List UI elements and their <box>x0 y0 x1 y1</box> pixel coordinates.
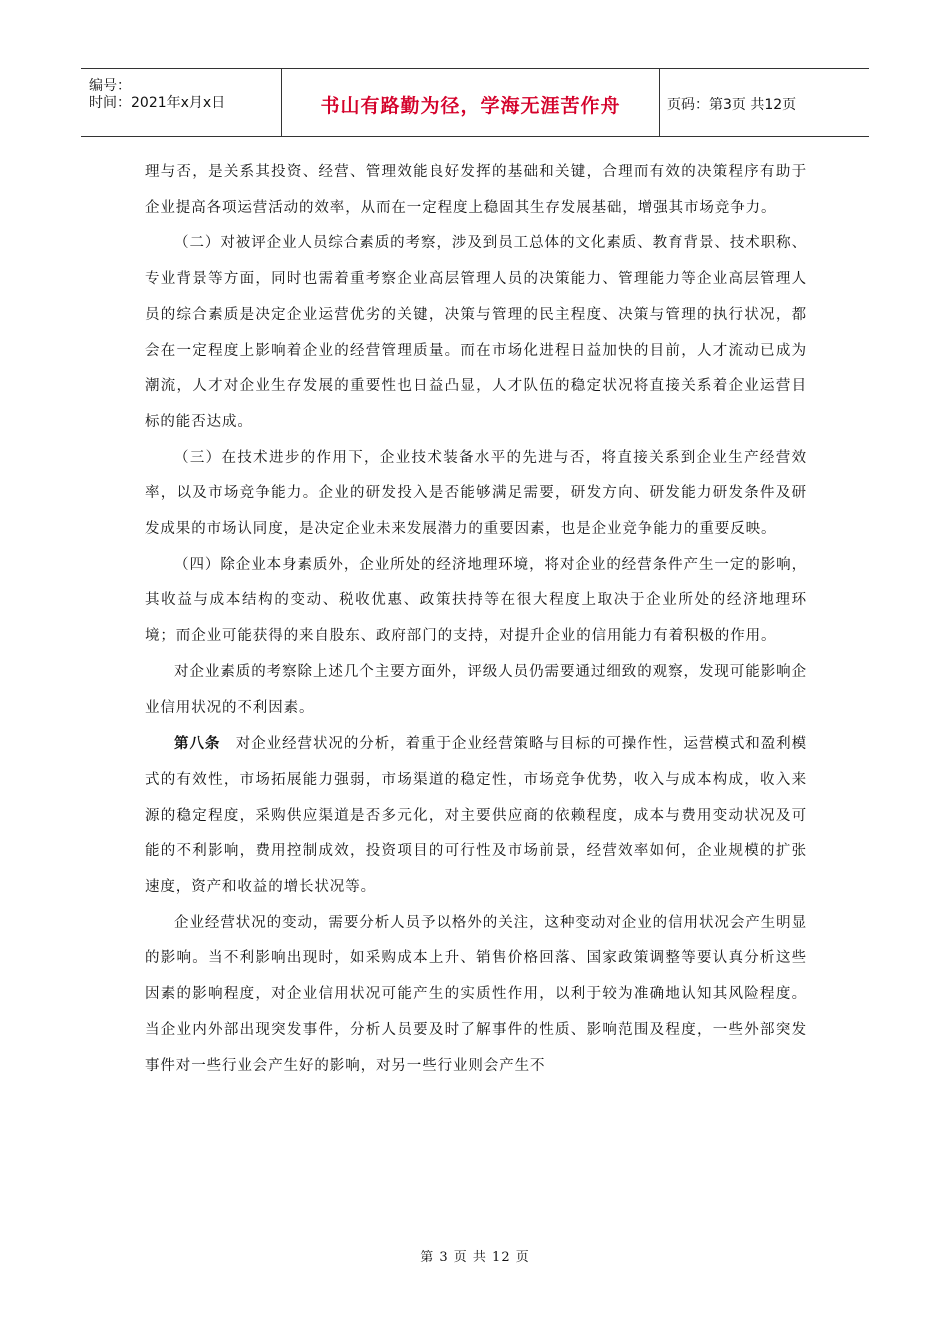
header-page-info: 页码：第3页 共12页 <box>667 97 797 113</box>
header-meta-cell <box>81 69 281 136</box>
paragraph <box>145 441 807 548</box>
document-number-label: 编号： <box>89 78 131 94</box>
paragraph-text: （四）除企业本身素质外，企业所处的经济地理环境，将对企业的经营条件产生一定的影响，其收益与成本结构的变动、税收优惠、政策扶持等在很大程度上取决于企业所处的经济地理环境；而企业可能获得的来自股东、政府部门的支持，对提升企业的信用能力有着积极的作用。 <box>145 556 807 645</box>
paragraph <box>145 655 807 726</box>
paragraph-text: 对企业经营状况的分析，着重于企业经营策略与目标的可操作性，运营模式和盈利模式的有效性，市场拓展能力强弱，市场渠道的稳定性，市场竞争优势，收入与成本构成，收入来源的稳定程度，采购供应渠道是否多元化，对主要供应商的依赖程度，成本与费用变动状况及可能的不利影响，费用控制成效，投资项目的可行性及市场前景，经营效率如何，企业规模的扩张速度，资产和收益的增长状况等。 <box>145 736 807 896</box>
page-header <box>81 68 869 137</box>
paragraph-text: （三）在技术进步的作用下，企业技术装备水平的先进与否，将直接关系到企业生产经营效率，以及市场竞争能力。企业的研发投入是否能够满足需要，研发方向、研发能力研发条件及研发成果的市场认同度，是决定企业未来发展潜力的重要因素，也是企业竞争能力的重要反映。 <box>145 449 807 538</box>
header-motto-cell <box>281 69 660 136</box>
paragraph-text: （二）对被评企业人员综合素质的考察，涉及到员工总体的文化素质、教育背景、技术职称、专业背景等方面，同时也需着重考察企业高层管理人员的决策能力、管理能力等企业高层管理人员的综合素质是决定企业运营优劣的关键，决策与管理的民主程度、决策与管理的执行状况，都会在一定程度上影响着企业的经营管理质量。而在市场化进程日益加快的目前，人才流动已成为潮流，人才对企业生存发展的重要性也日益凸显，人才队伍的稳定状况将直接关系着企业运营目标的能否达成。 <box>145 235 807 430</box>
paragraph-text: 对企业素质的考察除上述几个主要方面外，评级人员仍需要通过细致的观察，发现可能影响企业信用状况的不利因素。 <box>145 663 807 716</box>
paragraph <box>145 548 807 655</box>
header-page-cell <box>659 69 869 136</box>
header-motto: 书山有路勤为径，学海无涯苦作舟 <box>320 95 621 117</box>
document-body <box>145 155 807 1084</box>
paragraph-text: 理与否，是关系其投资、经营、管理效能良好发挥的基础和关键，合理而有效的决策程序有助于企业提高各项运营活动的效率，从而在一定程度上稳固其生存发展基础，增强其市场竞争力。 <box>145 164 807 216</box>
document-date-label: 时间：2021年x月x日 <box>89 95 226 111</box>
article-paragraph <box>145 726 807 906</box>
page-footer: 第 3 页 共 12 页 <box>420 1250 530 1265</box>
paragraph <box>145 226 807 440</box>
paragraph <box>145 155 807 226</box>
article-number: 第八条 <box>174 735 221 753</box>
paragraph-text: 企业经营状况的变动，需要分析人员予以格外的关注，这种变动对企业的信用状况会产生明显的影响。当不利影响出现时，如采购成本上升、销售价格回落、国家政策调整等要认真分析这些因素的影响程度，对企业信用状况可能产生的实质性作用，以利于较为准确地认知其风险程度。当企业内外部出现突发事件，分析人员要及时了解事件的性质、影响范围及程度，一些外部突发事件对一些行业会产生好的影响，对另一些行业则会产生不 <box>145 914 807 1074</box>
paragraph <box>145 906 807 1085</box>
